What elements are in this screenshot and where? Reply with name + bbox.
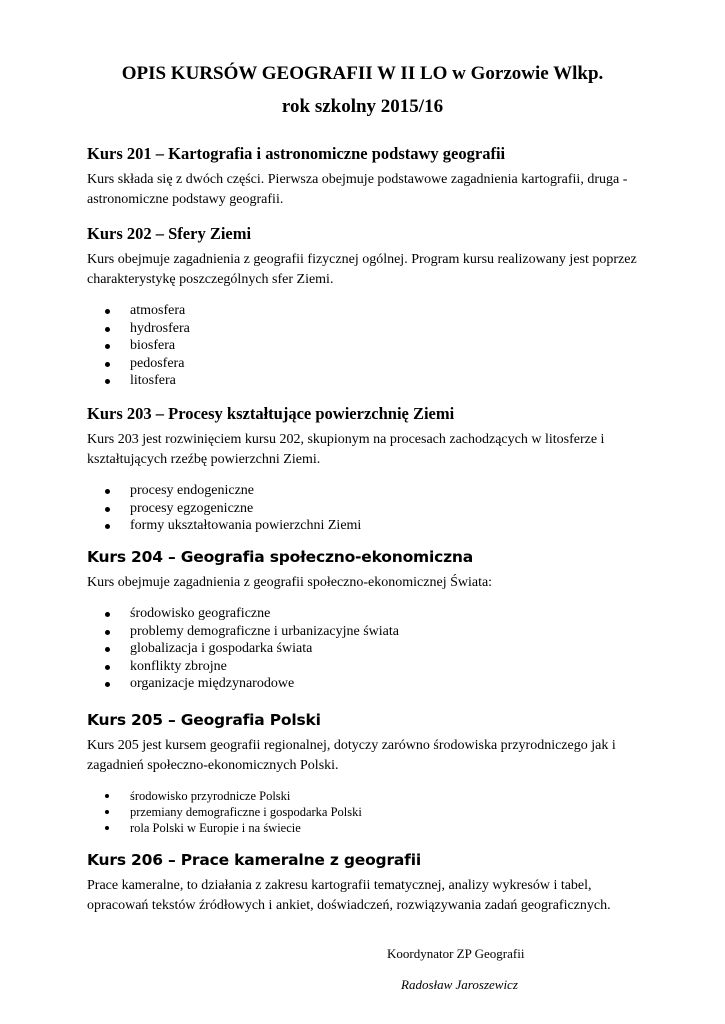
list-item [87, 320, 647, 338]
bullet-icon [105, 507, 110, 512]
course-heading: Kurs 205 – Geografia Polski [87, 711, 321, 729]
list-item-label: pedosfera [130, 355, 185, 371]
course-201 [87, 144, 647, 210]
bullet-icon [105, 327, 110, 332]
list-item-label: przemiany demograficzne i gospodarka Polski [130, 805, 362, 819]
bullet-icon [105, 362, 110, 367]
course-description: Kurs 203 jest rozwinięciem kursu 202, skupionym na procesach zachodzących w litosferze i kształtujących rzeźbę powierzchni Ziemi. [87, 432, 605, 467]
course-description: Kurs składa się z dwóch części. Pierwsza obejmuje podstawowe zagadnienia kartografii, druga - astronomiczne podstawy geografii. [87, 172, 628, 207]
course-description: Kurs obejmuje zagadnienia z geografii fizycznej ogólnej. Program kursu realizowany jest poprzez charakterystykę poszczególnych sfer Ziemi. [87, 252, 637, 287]
bullet-icon [105, 647, 110, 652]
bullet-icon [105, 612, 110, 617]
list-item-label: środowisko przyrodnicze Polski [130, 789, 291, 803]
course-204 [87, 547, 647, 693]
course-heading: Kurs 204 – Geografia społeczno-ekonomiczna [87, 548, 473, 566]
school-year: rok szkolny 2015/16 [281, 96, 444, 117]
course-description: Kurs obejmuje zagadnienia z geografii społeczno-ekonomicznej Świata: [87, 575, 493, 590]
list-item [87, 658, 647, 676]
course-heading: Kurs 206 – Prace kameralne z geografii [87, 851, 421, 869]
bullet-icon [105, 309, 110, 314]
course-203 [87, 404, 647, 535]
list-item [87, 804, 647, 820]
list-item [87, 820, 647, 836]
bullet-icon [105, 682, 110, 687]
course-topic-list [87, 302, 647, 390]
bullet-icon [105, 379, 110, 384]
list-item-label: atmosfera [130, 303, 186, 318]
bullet-icon [105, 489, 110, 494]
bullet-icon [105, 630, 110, 635]
course-heading: Kurs 201 – Kartografia i astronomiczne podstawy geografii [87, 144, 506, 163]
bullet-icon [105, 794, 109, 798]
list-item [87, 640, 647, 658]
list-item [87, 623, 647, 641]
bullet-icon [105, 810, 109, 814]
course-202 [87, 224, 647, 390]
course-topic-list [87, 605, 647, 693]
list-item-label: hydrosfera [130, 320, 190, 336]
course-topic-list [87, 482, 647, 535]
list-item-label: procesy endogeniczne [130, 483, 254, 498]
course-heading: Kurs 203 – Procesy kształtujące powierzchnię Ziemi [87, 404, 455, 423]
course-description: Prace kameralne, to działania z zakresu kartografii tematycznej, analizy wykresów i tabel, opracowań tekstów źródłowych i ankiet, doświadczeń, rozwiązywania zadań geograficznych. [87, 878, 611, 913]
bullet-icon [105, 665, 110, 670]
list-item-label: organizacje międzynarodowe [130, 676, 295, 691]
course-205 [87, 710, 647, 836]
list-item-label: biosfera [130, 338, 176, 353]
list-item [87, 372, 647, 390]
course-topic-list [87, 788, 647, 836]
list-item [87, 482, 647, 500]
list-item [87, 788, 647, 804]
list-item-label: problemy demograficzne i urbanizacyjne świata [130, 623, 399, 639]
bullet-icon [105, 524, 110, 529]
course-206 [87, 850, 647, 916]
signature-name: Radosław Jaroszewicz [401, 977, 518, 992]
bullet-icon [105, 826, 109, 830]
course-description: Kurs 205 jest kursem geografii regionalnej, dotyczy zarówno środowiska przyrodniczego jak i zagadnień społeczno-ekonomicznych Polski. [87, 738, 616, 773]
list-item [87, 355, 647, 373]
course-heading: Kurs 202 – Sfery Ziemi [87, 224, 252, 243]
list-item-label: formy ukształtowania powierzchni Ziemi [130, 518, 362, 533]
list-item [87, 517, 647, 535]
list-item-label: globalizacja i gospodarka świata [130, 641, 313, 656]
list-item-label: rola Polski w Europie i na świecie [130, 821, 301, 835]
bullet-icon [105, 344, 110, 349]
list-item-label: środowisko geograficzne [130, 606, 271, 621]
list-item [87, 605, 647, 623]
list-item [87, 675, 647, 693]
list-item [87, 500, 647, 518]
list-item-label: konflikty zbrojne [130, 658, 227, 674]
document-title: OPIS KURSÓW GEOGRAFII W II LO w Gorzowie Wlkp. [121, 63, 604, 84]
signature-role: Koordynator ZP Geografii [387, 946, 525, 961]
list-item-label: litosfera [130, 373, 176, 388]
list-item-label: procesy egzogeniczne [130, 500, 254, 516]
list-item [87, 337, 647, 355]
list-item [87, 302, 647, 320]
